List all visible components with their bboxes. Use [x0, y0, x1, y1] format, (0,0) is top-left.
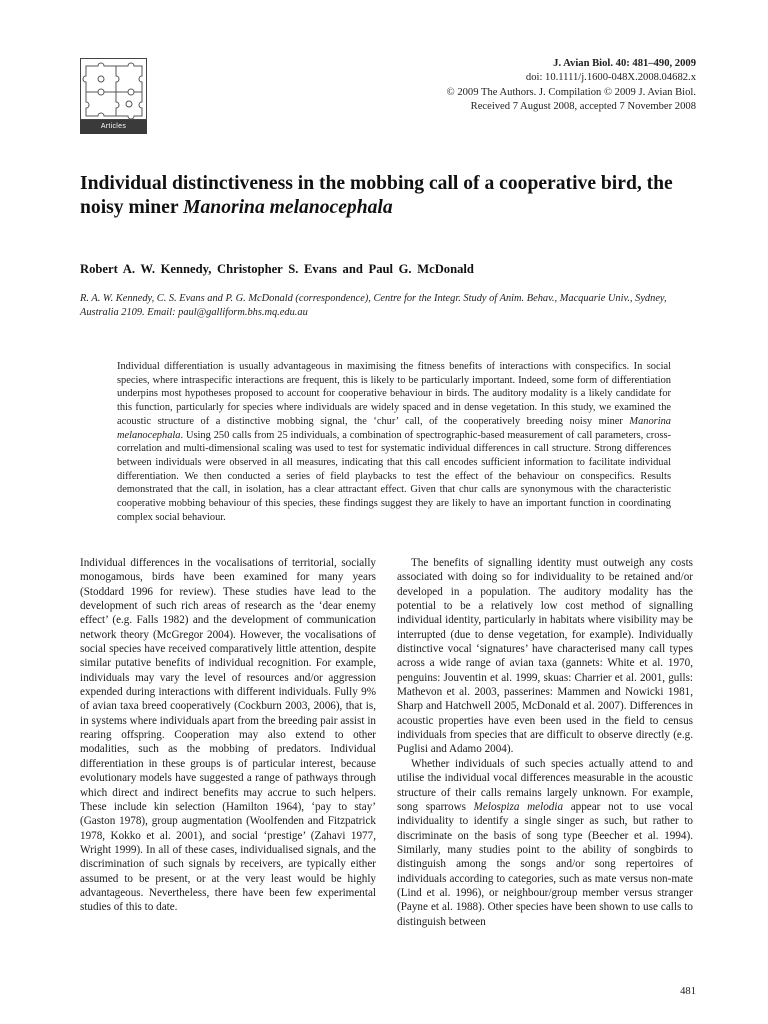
body-paragraph: Individual differences in the vocalisations of territorial, socially monogamous, birds have been examined for many years (Stoddard 1996 for review). These studies have lead to the development of such rich areas of research as the ‘dear enemy effect’ (e.g. Falls 1982) and the development of communication network theory (McGregor 2004). However, the vocalisations of social species have received comparatively little attention, despite similar putative benefits of individual recognition. For example, individuals may vary the level of resources and/or aggression expended during interactions with different individuals. Fully 9% of avian taxa breed cooperatively (Cockburn 2003, 2006), that is, in systems where individuals apart from the breeding pair assist in rearing offspring. Cooperation may also extend to other modalities, such as the mobbing of predators. Individual differentiation in these groups is of particular interest, because evolutionary models have suggested a range of pathways through which direct and indirect benefits may accrue to such helpers. These include kin selection (Hamilton 1964), ‘pay to stay’ (Gaston 1978), group augmentation (Woolfenden and Fitzpatrick 1978, Kokko et al. 2001), and social ‘prestige’ (Zahavi 1977, Wright 1999). In all of these cases, individualised signals, and the discrimination of such signals by receivers, are typically either assumed to be present, or at the very least would be highly advantageous. Nevertheless, there have been few experimental studies of this to date.	[80, 557, 376, 914]
article-title	[80, 172, 700, 220]
received-dates: Received 7 August 2008, accepted 7 November 2008	[470, 101, 696, 113]
abstract-species: Manorina melanocephala	[117, 415, 671, 441]
page-number: 481	[680, 986, 696, 997]
body-text: Whether individuals of such species actually attend to and utilise the individual vocal differences measurable in the acoustic structure of their calls remains largely unknown. For example, song sparrows	[397, 757, 693, 813]
abstract-text-1: Individual differentiation is usually advantageous in maximising the fitness benefits of interactions with conspecifics. In social species, where intraspecific interactions are frequent, this is likely to be particularly important. Indeed, some form of differentiation underpins most hypotheses proposed to account for cooperative behaviour in birds. The auditory modality is a likely candidate for this function, particularly for species where individuals are widely spaced and in dense vegetation. In this study, we examined the acoustic structure of a distinctive mobbing signal, the ‘chur’ call, of the cooperatively breeding noisy miner	[117, 361, 671, 427]
jigsaw-puzzle-icon	[80, 58, 147, 120]
copyright: © 2009 The Authors. J. Compilation © 2009 J. Avian Biol.	[446, 86, 696, 98]
doi: doi: 10.1111/j.1600-048X.2008.04682.x	[525, 72, 696, 84]
title-species: Manorina melanocephala	[183, 197, 393, 218]
journal-logo	[80, 58, 147, 134]
body-species: Melospiza melodia	[473, 800, 564, 813]
logo-label: Articles	[80, 120, 147, 134]
journal-citation: J. Avian Biol. 40: 481–490, 2009	[553, 58, 696, 69]
abstract-text-2: . Using 250 calls from 25 individuals, a combination of spectrographic-based measurement of call parameters, cross-correlation and multi-dimensional scaling was used to test for systematic individual differences in call structure. Strong differences between individuals were observed in all measures, indicating that this call encodes sufficient information to facilitate individual differentiation. We then conducted a series of field playbacks to test the effect of the behaviour on conspecifics. Results demonstrated that the call, in isolation, has a clear attractant effect. Given that chur calls are synonymous with the characteristic cooperative mobbing behaviour of this species, these findings suggest they are likely to have an important function in coordinating complex social behaviour.	[117, 429, 671, 523]
body-column-right	[397, 556, 693, 929]
title-main: Individual distinctiveness in the mobbing call of a cooperative bird, the noisy miner	[80, 173, 673, 218]
body-column-left	[80, 556, 376, 915]
body-paragraph: The benefits of signalling identity must outweigh any costs associated with doing so for individuality to be retained and/or developed in a population. The auditory modality has the potential to be a relatively low cost method of signalling individual identity, particularly in habitats where visibility may be interrupted (due to dense vegetation, for example). Individually distinctive vocal ‘signatures’ have characterised many call types across a wide range of avian taxa (gannets: White et al. 1970, penguins: Jouventin et al. 1999, skuas: Charrier et al. 2001, gulls: Mathevon et al. 2003, passerines: Mammen and Nowicki 1981, Sharp and Hatchwell 2005, McDonald et al. 2007). Differences in acoustic properties have even been used in the field to census individuals from species that are difficult to observe directly (e.g. Puglisi and Adamo 2004).	[397, 557, 693, 756]
body-text: appear not to use vocal individuality to identify a single singer as such, but rather to discriminate on the basis of song type (Beecher et al. 1994). Similarly, many studies point to the ability of songbirds to distinguish among the songs and/or song repertoires of individuals according to categories, such as mate versus non-mate (Lind et al. 1996), or neighbour/group member versus stranger (Payne et al. 1988). Other species have been shown to use calls to distinguish between	[397, 800, 693, 928]
body-paragraph	[397, 757, 693, 929]
journal-meta	[336, 57, 696, 115]
author-list: Robert A. W. Kennedy, Christopher S. Evans and Paul G. McDonald	[80, 262, 474, 276]
abstract	[117, 360, 671, 524]
affiliation: R. A. W. Kennedy, C. S. Evans and P. G. McDonald (correspondence), Centre for the Integr. Study of Anim. Behav., Macquarie Univ., Sydney, Australia 2109. Email: paul@galliform.bhs.mq.edu.au	[80, 293, 667, 318]
